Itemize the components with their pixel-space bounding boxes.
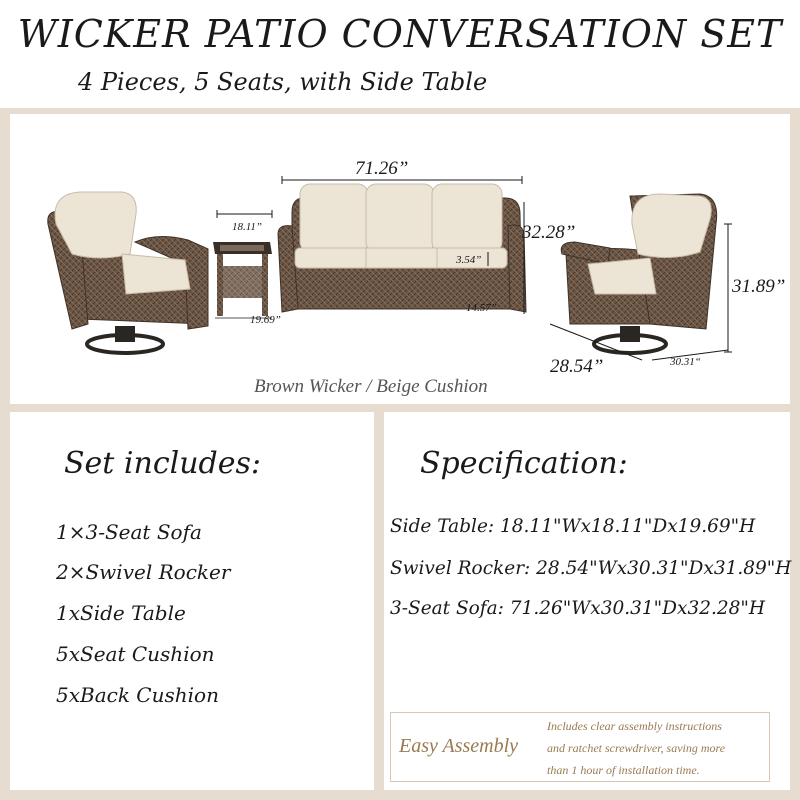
list-item: 5xBack Cushion xyxy=(56,683,219,707)
list-item: 2×Swivel Rocker xyxy=(56,560,231,584)
sofa-seat-label: 3.54” xyxy=(456,254,482,266)
set-includes-panel xyxy=(10,412,374,790)
assembly-title: Easy Assembly xyxy=(399,735,519,757)
right-rocker-chair xyxy=(550,194,732,360)
assembly-line: Includes clear assembly instructions xyxy=(547,719,722,733)
list-item: 1xSide Table xyxy=(56,601,186,625)
three-seat-sofa xyxy=(278,176,526,314)
left-rocker-chair xyxy=(48,192,208,353)
table-height-label: 19.69” xyxy=(250,314,281,326)
spec-item: Swivel Rocker: 28.54"Wx30.31"Dx31.89"H xyxy=(390,558,792,579)
rocker-depth-label: 30.31“ xyxy=(670,356,701,368)
sofa-height-label: 32.28” xyxy=(522,222,576,243)
page-subtitle: 4 Pieces, 5 Seats, with Side Table xyxy=(78,68,488,96)
product-image-panel xyxy=(10,114,790,404)
page-title: WICKER PATIO CONVERSATION SET xyxy=(17,12,783,56)
assembly-line: and ratchet screwdriver, saving more xyxy=(547,741,726,755)
sofa-seat-height-label: 14.57” xyxy=(466,302,497,314)
spec-item: Side Table: 18.11"Wx18.11"Dx19.69"H xyxy=(390,516,756,537)
list-item: 1×3-Seat Sofa xyxy=(56,520,202,544)
list-item: 5xSeat Cushion xyxy=(56,642,215,666)
set-includes-heading: Set includes: xyxy=(64,446,261,481)
rocker-height-label: 31.89” xyxy=(732,276,786,297)
assembly-note-box xyxy=(390,712,770,782)
specification-panel xyxy=(384,412,790,790)
color-caption: Brown Wicker / Beige Cushion xyxy=(254,376,488,397)
specification-heading: Specification: xyxy=(420,446,628,481)
rocker-width-label: 28.54” xyxy=(550,356,604,377)
sofa-width-label: 71.26” xyxy=(355,158,409,179)
table-width-label: 18.11” xyxy=(232,221,263,233)
spec-item: 3-Seat Sofa: 71.26"Wx30.31"Dx32.28"H xyxy=(390,598,766,619)
header-band xyxy=(0,0,800,108)
assembly-line: than 1 hour of installation time. xyxy=(547,763,700,777)
